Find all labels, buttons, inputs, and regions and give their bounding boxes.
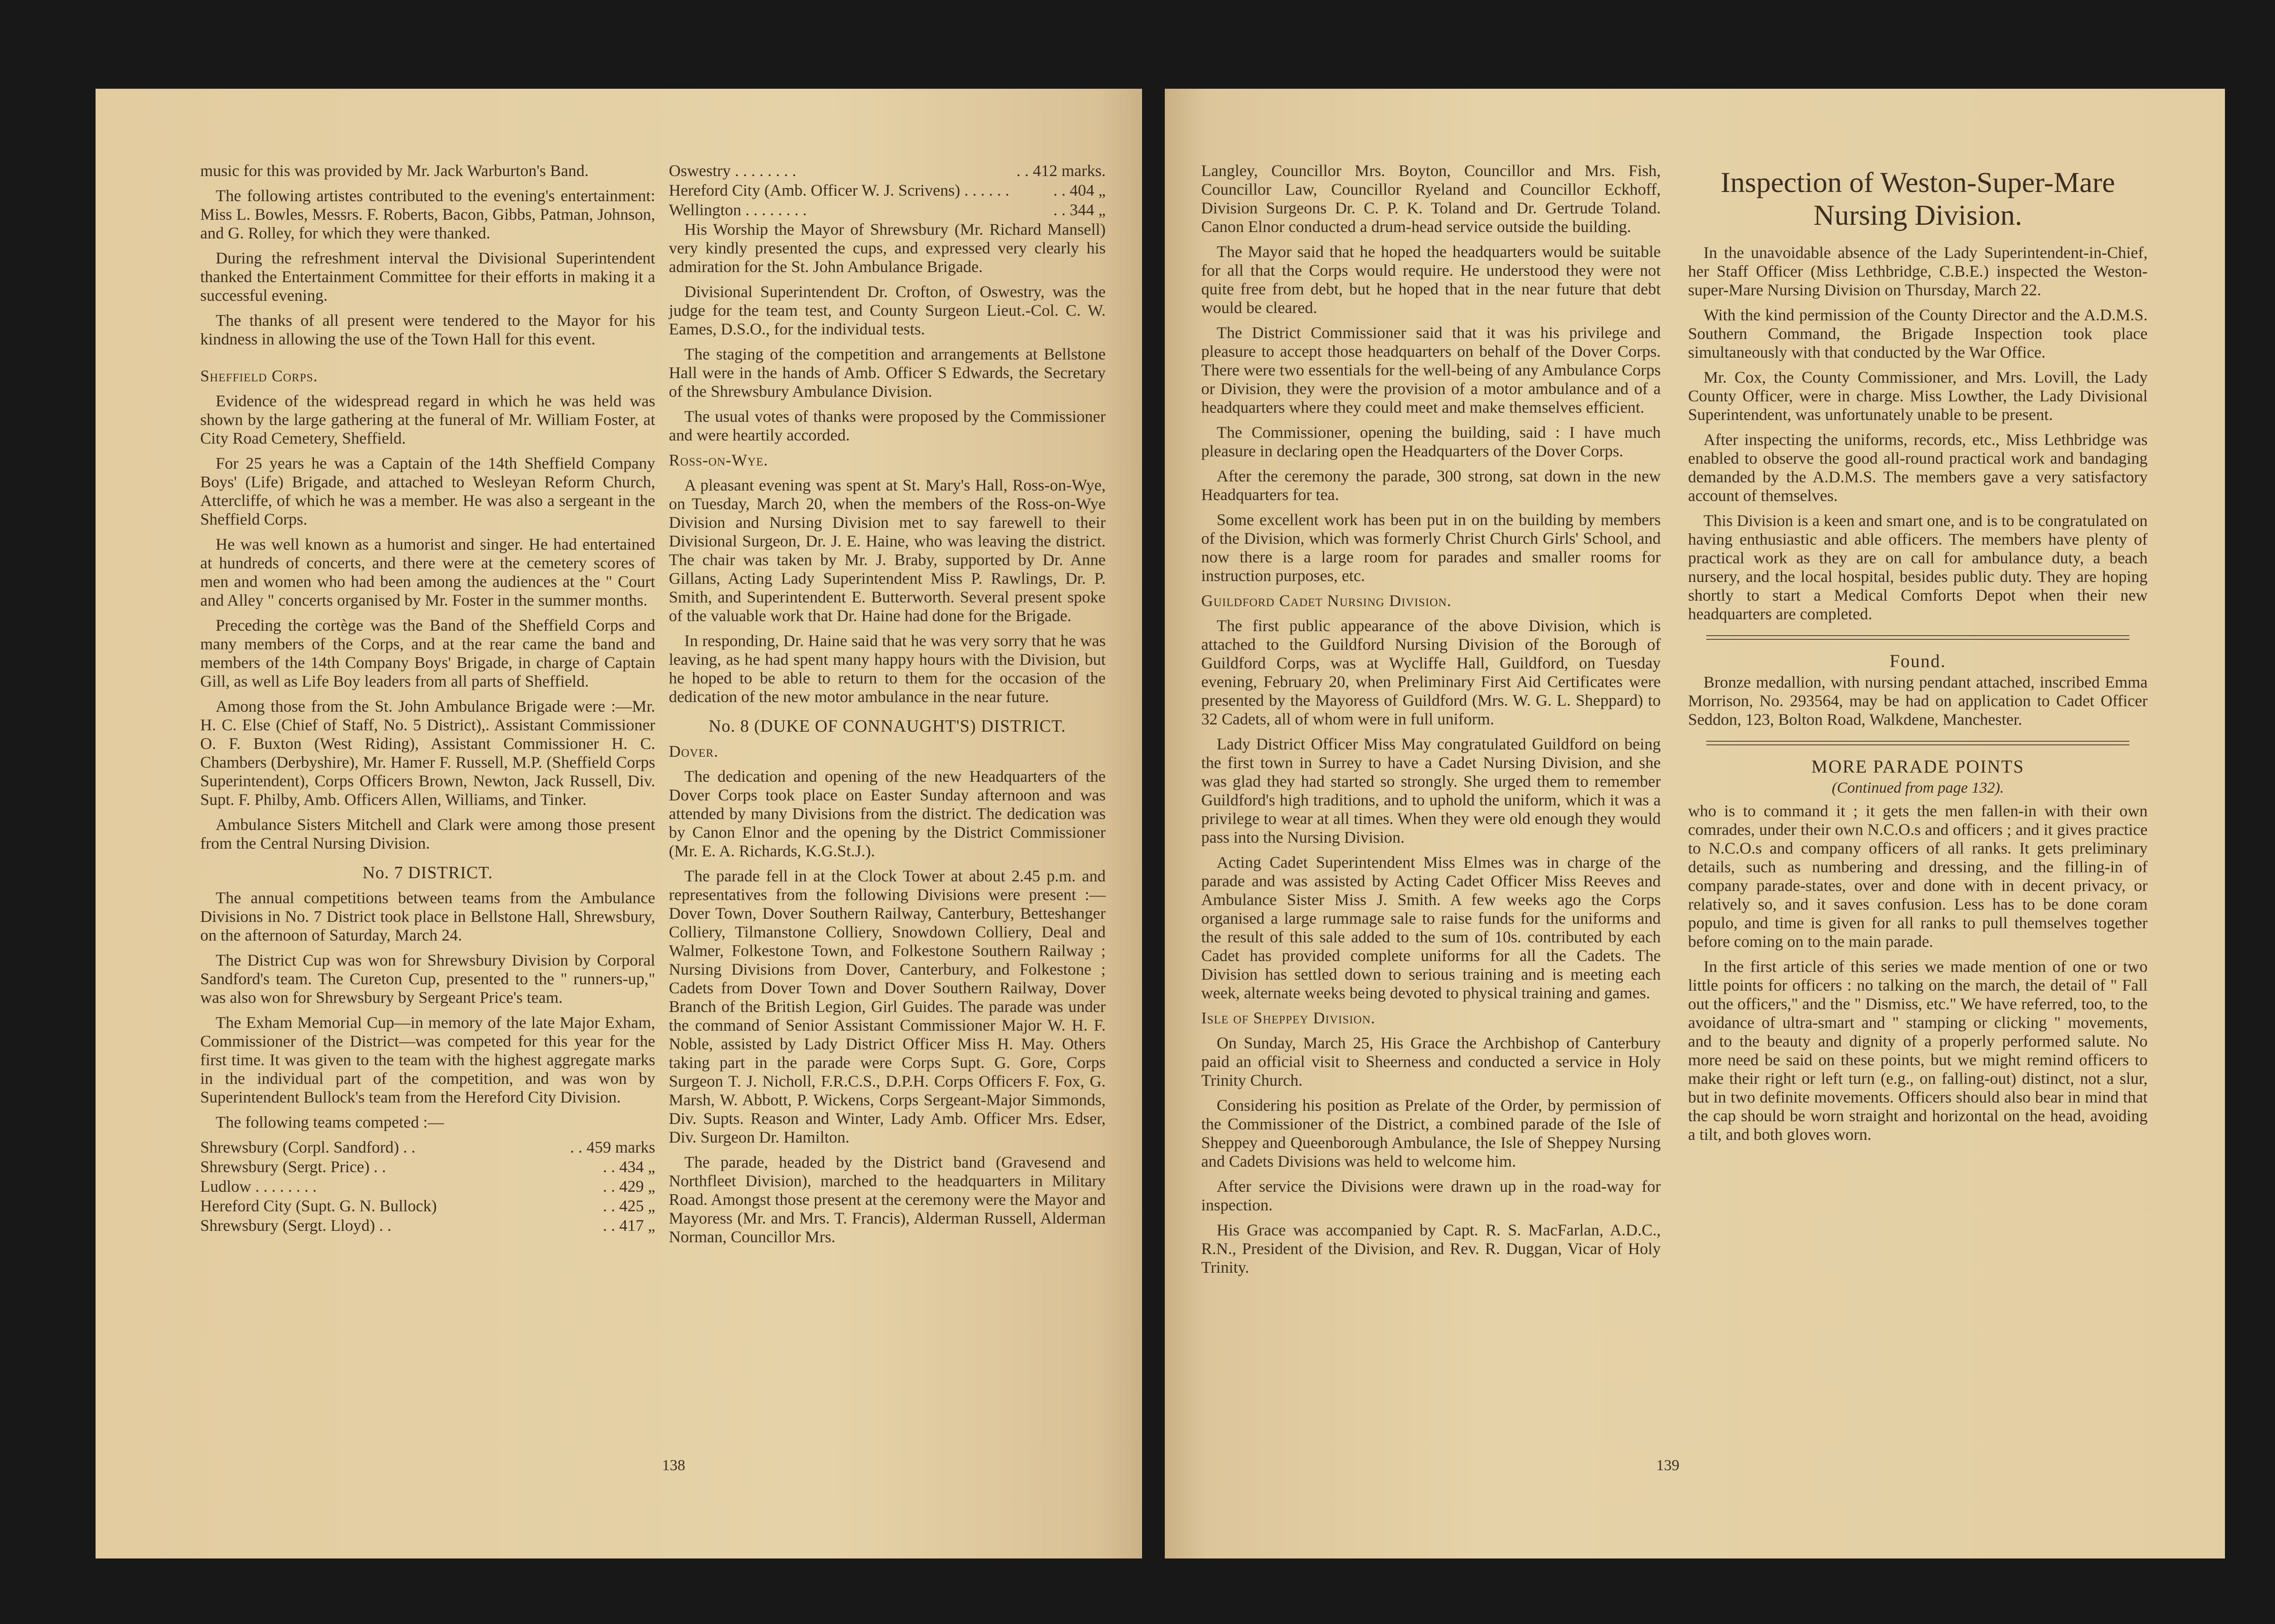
team-name: Wellington . . . . . . . . <box>669 201 807 219</box>
paragraph: The thanks of all present were tendered to the Mayor for his kindness in allowing the use of the Town Hall for this event. <box>200 311 655 348</box>
teams-table <box>200 1138 655 1236</box>
divider <box>1706 741 2129 745</box>
paragraph: The Mayor said that he hoped the headquarters would be suitable for all that the Corps would require. He understood they were not quite free from debt, but he hoped that in the near future that debt would be cleared. <box>1201 243 1661 317</box>
paragraph: After service the Divisions were drawn up in the road-way for inspection. <box>1201 1177 1661 1214</box>
team-name: Oswestry . . . . . . . . <box>669 162 796 180</box>
paragraph: Divisional Superintendent Dr. Crofton, of Oswestry, was the judge for the team test, and County Surgeon Lieut.-Col. C. W. Eames, D.S.O., for the individual tests. <box>669 283 1106 338</box>
paragraph: who is to command it ; it gets the men fallen-in with their own comrades, under their own N.C.O.s and officers ; and it gives practice to N.C.O.s and company officers of all ranks. It gets preliminary details, such as numbering and dressing, and the filling-in of company parade-states, over and done with in decent privacy, or relatively so, and it saves confusion. Less has to be done coram populo, and time is given for all ranks to pull themselves together before coming on to the main parade. <box>1688 802 2148 951</box>
team-marks: . . 404 „ <box>1053 181 1106 199</box>
table-row <box>200 1197 655 1216</box>
paragraph: His Worship the Mayor of Shrewsbury (Mr. Richard Mansell) very kindly presented the cups, and expressed very clearly his admiration for the St. John Ambulance Brigade. <box>669 220 1106 276</box>
team-marks: . . 429 „ <box>603 1177 655 1195</box>
paragraph: The Commissioner, opening the building, said : I have much pleasure in declaring open the Headquarters of the Dover Corps. <box>1201 423 1661 460</box>
paragraph: For 25 years he was a Captain of the 14th Sheffield Company Boys' (Life) Brigade, and attached to Wesleyan Reform Church, Attercliffe, of which he was a member. He was also a sergeant in the Sheffield Corps. <box>200 454 655 528</box>
left-column-1 <box>200 162 655 1236</box>
paragraph: The following artistes contributed to the evening's entertainment: Miss L. Bowles, Messrs. F. Roberts, Bacon, Gibbs, Patman, Johnson, and G. Rolley, for which they were thanked. <box>200 187 655 242</box>
paragraph: Mr. Cox, the County Commissioner, and Mrs. Lovill, the Lady County Officer, were in charge. Miss Lowther, the Lady Divisional Superintendent, was unfortunately unable to be present. <box>1688 368 2148 424</box>
section-heading: Guildford Cadet Nursing Division. <box>1201 592 1452 610</box>
paragraph: During the refreshment interval the Divisional Superintendent thanked the Entertainment Committee for their efforts in making it a successful evening. <box>200 249 655 304</box>
divider <box>1706 635 2129 640</box>
paragraph: Considering his position as Prelate of the Order, by permission of the Commissioner of the District, a combined parade of the Isle of Sheppey and Queenborough Ambulance, the Isle of Sheppey Nursing and Cadets Divisions was held to welcome him. <box>1201 1096 1661 1170</box>
paragraph: Langley, Councillor Mrs. Boyton, Councillor and Mrs. Fish, Councillor Law, Councillor Ryeland and Councillor Eckhoff, Division Surgeons Dr. C. P. K. Toland and Dr. Gertrude Toland. Canon Elnor conducted a drum-head service outside the building. <box>1201 162 1661 236</box>
left-column-2 <box>669 162 1106 1253</box>
right-column-2 <box>1688 166 2148 1150</box>
team-marks: . . 434 „ <box>603 1158 655 1176</box>
right-page <box>1165 89 2225 1558</box>
page-number: 138 <box>662 1457 685 1474</box>
teams-table-continued <box>669 162 1106 220</box>
parade-heading: MORE PARADE POINTS <box>1811 756 2024 777</box>
paragraph: The parade fell in at the Clock Tower at about 2.45 p.m. and representatives from the following Divisions were present :—Dover Town, Dover Southern Railway, Canterbury, Betteshanger Colliery, Tilmanstone Colliery, Snowdown Colliery, Deal and Walmer, Folkestone Town, and Folkestone Southern Railway ; Nursing Divisions from Dover, Canterbury, and Folkestone ; Cadets from Dover Town and Dover Southern Railway, Dover Branch of the British Legion, Girl Guides. The parade was under the command of Senior Assistant Commissioner Major W. H. F. Noble, assisted by Lady District Officer Miss H. May. Others taking part in the parade were Corps Supt. G. Gore, Corps Surgeon T. J. Nicholl, F.R.C.S., D.P.H. Corps Officers F. Fox, G. Marsh, W. Abbott, P. Wickens, Corps Sergeant-Major Simmonds, Div. Supts. Reason and Winter, Lady Amb. Officer Mrs. Edser, Div. Surgeon Dr. Hamilton. <box>669 867 1106 1146</box>
section-heading: Isle of Sheppey Division. <box>1201 1009 1375 1027</box>
district-heading: No. 8 (DUKE OF CONNAUGHT'S) DISTRICT. <box>708 717 1066 736</box>
table-row <box>669 162 1106 181</box>
paragraph: Evidence of the widespread regard in which he was held was shown by the large gathering at the funeral of Mr. William Foster, at City Road Cemetery, Sheffield. <box>200 392 655 447</box>
paragraph: The staging of the competition and arrangements at Bellstone Hall were in the hands of Amb. Officer S Edwards, the Secretary of the Shrewsbury Ambulance Division. <box>669 345 1106 400</box>
paragraph: The Exham Memorial Cup—in memory of the late Major Exham, Commissioner of the District—was competed for this year for the first time. It was given to the team with the highest aggregate marks in the individual part of the competition, and was won by Superintendent Bullock's team from the Hereford City Division. <box>200 1013 655 1106</box>
table-row <box>200 1216 655 1236</box>
paragraph: Ambulance Sisters Mitchell and Clark were among those present from the Central Nursing Division. <box>200 815 655 852</box>
team-marks: . . 459 marks <box>570 1138 655 1156</box>
paragraph: He was well known as a humorist and singer. He had entertained at hundreds of concerts, and there were at the cemetery scores of men and women who had been among the audiences at the " Court and Alley " concerts organised by Mr. Foster in the summer months. <box>200 535 655 609</box>
section-heading: Ross-on-Wye. <box>669 451 768 469</box>
paragraph: music for this was provided by Mr. Jack Warburton's Band. <box>200 162 589 180</box>
team-name: Ludlow . . . . . . . . <box>200 1177 317 1195</box>
paragraph: The first public appearance of the above Division, which is attached to the Guildford Nursing Division of the Borough of Guildford Corps, was at Wycliffe Hall, Guildford, on Tuesday evening, February 20, when Preliminary First Aid Certificates were presented by the Mayoress of Guildford (Mrs. W. G. L. Sheppard) to 32 Cadets, all of whom were in full uniform. <box>1201 617 1661 728</box>
team-name: Hereford City (Supt. G. N. Bullock) <box>200 1197 437 1215</box>
paragraph: Among those from the St. John Ambulance Brigade were :—Mr. H. C. Else (Chief of Staff, No. 5 District),. Assistant Commissioner O. F. Buxton (West Riding), Assistant Commissioner H. C. Chambers (Derbyshire), Mr. Hamer F. Russell, M.P. (Sheffield Corps Superintendent), Corps Officers Brown, Newton, Jack Russell, Div. Supt. F. Philby, Amb. Officers Allen, Williams, and Tinker. <box>200 697 655 809</box>
team-name: Shrewsbury (Corpl. Sandford) . . <box>200 1138 415 1156</box>
paragraph: On Sunday, March 25, His Grace the Archbishop of Canterbury paid an official visit to Sheerness and conducted a service in Holy Trinity Church. <box>1201 1034 1661 1089</box>
team-marks: . . 425 „ <box>603 1197 655 1215</box>
paragraph: This Division is a keen and smart one, and is to be congratulated on having enthusiastic and able officers. The members have plenty of practical work as they are on call for ambulance duty, a beach nursery, and the local hospital, besides public duty. They are hoping shortly to start a Medical Comforts Depot when their new headquarters are completed. <box>1688 511 2148 623</box>
team-marks: . . 344 „ <box>1053 201 1106 219</box>
paragraph: The parade, headed by the District band (Gravesend and Northfleet Division), marched to the headquarters in Military Road. Amongst those present at the ceremony were the Mayor and Mayoress (Mr. and Mrs. T. Francis), Alderman Russell, Alderman Norman, Councillor Mrs. <box>669 1153 1106 1246</box>
found-heading: Found. <box>1889 651 1946 671</box>
paragraph: Acting Cadet Superintendent Miss Elmes was in charge of the parade and was assisted by Acting Cadet Officer Miss Reeves and Ambulance Sister Miss J. Smith. A few weeks ago the Corps organised a large rummage sale to raise funds for the uniforms and the result of this sale added to the sum of 10s. contributed by each Cadet has provided complete uniforms for all the Cadets. The Division has settled down to serious training and is meeting each week, alternate weeks being devoted to physical training and games. <box>1201 853 1661 1002</box>
table-row <box>200 1158 655 1177</box>
paragraph: The following teams competed :— <box>216 1113 444 1131</box>
team-name: Shrewsbury (Sergt. Price) . . <box>200 1158 386 1176</box>
paragraph: The dedication and opening of the new Headquarters of the Dover Corps took place on Easter Sunday afternoon and was attended by many Divisions from the district. The dedication was by Canon Elnor and the opening by the District Commissioner (Mr. E. A. Richards, K.G.St.J.). <box>669 767 1106 860</box>
continued-note: (Continued from page 132). <box>1831 779 2004 796</box>
paragraph: A pleasant evening was spent at St. Mary's Hall, Ross-on-Wye, on Tuesday, March 20, when the members of the Ross-on-Wye Division and Nursing Division met to say farewell to their Divisional Surgeon, Dr. J. E. Haine, who was leaving the district. The chair was taken by Mr. J. Braby, supported by Dr. Anne Gillans, Acting Lady Superintendent Miss P. Rawlings, Dr. P. Smith, and Superintendent E. Butterworth. Several present spoke of the valuable work that Dr. Haine had done for the Brigade. <box>669 476 1106 625</box>
left-page <box>96 89 1142 1558</box>
table-row <box>669 201 1106 220</box>
paragraph: Preceding the cortège was the Band of the Sheffield Corps and many members of the Corps, and at the rear came the band and members of the 14th Company Boys' Brigade, in charge of Captain Gill, as well as Life Boy leaders from all parts of Sheffield. <box>200 616 655 690</box>
paragraph: Lady District Officer Miss May congratulated Guildford on being the first town in Surrey to have a Cadet Nursing Division, and she was glad they had started so strongly. She urged them to remember Guildford's high traditions, and to uphold the uniform, which it was a privilege to wear at all times. When they were old enough they would pass into the Nursing Division. <box>1201 735 1661 846</box>
section-heading: Dover. <box>669 742 719 760</box>
paragraph: The usual votes of thanks were proposed by the Commissioner and were heartily accorded. <box>669 407 1106 444</box>
paragraph: In responding, Dr. Haine said that he was very sorry that he was leaving, as he had spent many happy hours with the Division, but he hoped to be able to return to them for the occasion of the dedication of the new motor ambulance in the near future. <box>669 632 1106 706</box>
team-marks: . . 412 marks. <box>1016 162 1106 180</box>
paragraph: With the kind permission of the County Director and the A.D.M.S. Southern Command, the Brigade Inspection took place simultaneously with that conducted by the War Office. <box>1688 306 2148 361</box>
article-title: Inspection of Weston-Super-Mare Nursing Division. <box>1720 166 2115 231</box>
paragraph: In the first article of this series we made mention of one or two little points for officers : no talking on the march, the detail of " Fall out the officers," and the " Dismiss, etc." We have referred, too, to the avoidance of ultra-smart and " stamping or clicking " movements, and to the beauty and dignity of a properly performed salute. No more need be said on these points, but we might remind officers to make their right or left turn (e.g., on falling-out) distinct, not a slur, but in two definite movements. Officers should also bear in mind that the cap should be worn straight and horizontal on the head, avoiding a tilt, and both gloves worn. <box>1688 957 2148 1143</box>
paragraph: After inspecting the uniforms, records, etc., Miss Lethbridge was enabled to observe the good all-round practical work and bandaging demanded by the A.D.M.S. The members gave a very satisfactory account of themselves. <box>1688 430 2148 505</box>
table-row <box>200 1138 655 1158</box>
paragraph: Bronze medallion, with nursing pendant attached, inscribed Emma Morrison, No. 293564, may be had on application to Cadet Officer Seddon, 123, Bolton Road, Walkdene, Manchester. <box>1688 673 2148 729</box>
district-heading: No. 7 DISTRICT. <box>362 863 493 882</box>
paragraph: His Grace was accompanied by Capt. R. S. MacFarlan, A.D.C., R.N., President of the Division, and Rev. R. Duggan, Vicar of Holy Trinity. <box>1201 1221 1661 1276</box>
right-column-1 <box>1201 162 1661 1283</box>
team-name: Shrewsbury (Sergt. Lloyd) . . <box>200 1216 392 1234</box>
table-row <box>200 1177 655 1197</box>
team-marks: . . 417 „ <box>603 1216 655 1234</box>
paragraph: The District Cup was won for Shrewsbury Division by Corporal Sandford's team. The Cureton Cup, presented to the " runners-up," was also won for Shrewsbury by Sergeant Price's team. <box>200 951 655 1007</box>
paragraph: After the ceremony the parade, 300 strong, sat down in the new Headquarters for tea. <box>1201 467 1661 504</box>
paragraph: The annual competitions between teams from the Ambulance Divisions in No. 7 District took place in Bellstone Hall, Shrewsbury, on the afternoon of Saturday, March 24. <box>200 889 655 944</box>
team-name: Hereford City (Amb. Officer W. J. Scrivens) . . . . . . <box>669 181 1010 199</box>
section-heading: Sheffield Corps. <box>200 367 318 385</box>
paragraph: The District Commissioner said that it was his privilege and pleasure to accept those headquarters on behalf of the Dover Corps. There were two essentials for the well-being of any Ambulance Corps or Division, they were the provision of a motor ambulance and of a headquarters where they could meet and make themselves efficient. <box>1201 324 1661 416</box>
page-number: 139 <box>1656 1457 1679 1474</box>
paragraph: Some excellent work has been put in on the building by members of the Division, which was formerly Christ Church Girls' School, and now there is a large room for parades and smaller rooms for instruction purposes, etc. <box>1201 511 1661 585</box>
paragraph: In the unavoidable absence of the Lady Superintendent-in-Chief, her Staff Officer (Miss Lethbridge, C.B.E.) inspected the Weston-super-Mare Nursing Division on Thursday, March 22. <box>1688 243 2148 299</box>
table-row <box>669 181 1106 201</box>
